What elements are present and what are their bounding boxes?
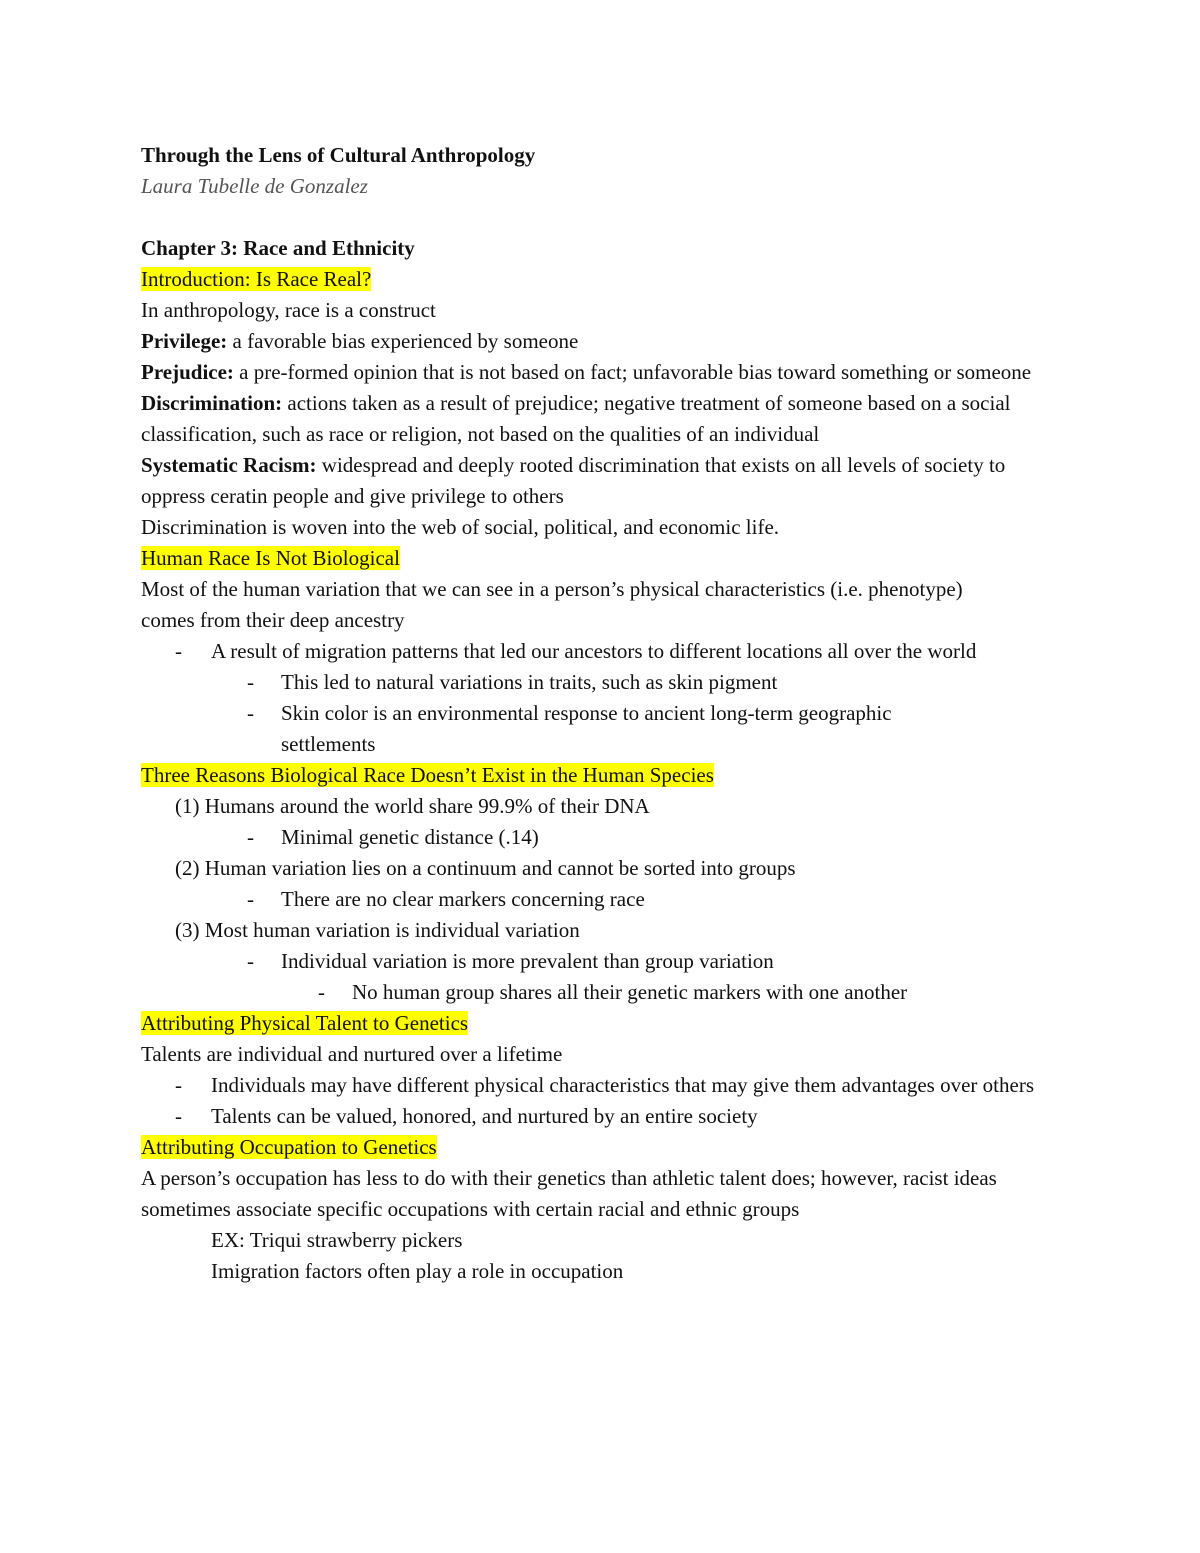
definition-term: Prejudice: <box>141 360 234 384</box>
bullet-item <box>141 636 1011 667</box>
dash-bullet: - <box>247 949 254 973</box>
section-heading: Human Race Is Not Biological <box>141 546 400 570</box>
definition <box>141 357 1071 388</box>
definition-text: actions taken as a result of prejudice; negative treatment of someone based on a social classification, such as race or religion, not based on the qualities of an individual <box>141 391 1011 446</box>
definition <box>141 326 1071 357</box>
section-heading: Attributing Occupation to Genetics <box>141 1135 437 1159</box>
bullet-text: Talents can be valued, honored, and nurtured by an entire society <box>211 1104 758 1128</box>
definition-term: Discrimination: <box>141 391 283 415</box>
dash-bullet: - <box>175 1104 182 1128</box>
definition <box>141 450 1071 512</box>
definition-text: widespread and deeply rooted discrimination that exists on all levels of society to oppress ceratin people and give privilege to others <box>141 453 1006 508</box>
dash-bullet: - <box>247 887 254 911</box>
numbered-item: (3) Most human variation is individual variation <box>175 918 580 942</box>
dash-bullet: - <box>247 670 254 694</box>
dash-bullet: - <box>175 639 182 663</box>
bullet-text: No human group shares all their genetic markers with one another <box>352 980 908 1004</box>
document-content <box>141 233 1071 1287</box>
bullet-text: Individual variation is more prevalent than group variation <box>281 949 774 973</box>
dash-bullet: - <box>175 1073 182 1097</box>
bullet-item <box>141 667 981 698</box>
bullet-item <box>141 884 1071 915</box>
document-author: Laura Tubelle de Gonzalez <box>141 174 368 198</box>
section-heading: Attributing Physical Talent to Genetics <box>141 1011 469 1035</box>
bullet-item <box>141 1101 1071 1132</box>
section-heading: Three Reasons Biological Race Doesn’t Exist in the Human Species <box>141 763 714 787</box>
bullet-text: Individuals may have different physical characteristics that may give them advantages over others <box>211 1073 1034 1097</box>
bullet-item <box>141 698 981 760</box>
section-heading: Introduction: Is Race Real? <box>141 267 372 291</box>
bullet-item <box>141 946 1071 977</box>
paragraph: In anthropology, race is a construct <box>141 298 436 322</box>
note-line: Imigration factors often play a role in occupation <box>211 1259 624 1283</box>
document-title: Through the Lens of Cultural Anthropology <box>141 143 536 167</box>
definition-text: a pre-formed opinion that is not based on fact; unfavorable bias toward something or someone <box>233 360 1032 384</box>
example-line: EX: Triqui strawberry pickers <box>211 1228 463 1252</box>
numbered-item: (1) Humans around the world share 99.9% of their DNA <box>175 794 650 818</box>
definition-text: a favorable bias experienced by someone <box>227 329 579 353</box>
bullet-text: There are no clear markers concerning race <box>281 887 645 911</box>
definition <box>141 388 1071 450</box>
numbered-item: (2) Human variation lies on a continuum and cannot be sorted into groups <box>175 856 796 880</box>
paragraph: Discrimination is woven into the web of social, political, and economic life. <box>141 515 780 539</box>
bullet-text: A result of migration patterns that led our ancestors to different locations all over the world <box>211 639 977 663</box>
dash-bullet: - <box>247 701 254 725</box>
definition-term: Systematic Racism: <box>141 453 317 477</box>
bullet-text: Skin color is an environmental response to ancient long-term geographic settlements <box>281 701 892 756</box>
paragraph: Talents are individual and nurtured over a lifetime <box>141 1042 563 1066</box>
definition-term: Privilege: <box>141 329 228 353</box>
bullet-item <box>141 822 1071 853</box>
dash-bullet: - <box>318 980 325 1004</box>
bullet-item <box>141 1070 1041 1101</box>
bullet-text: This led to natural variations in traits, such as skin pigment <box>281 670 778 694</box>
bullet-item <box>141 977 1071 1008</box>
dash-bullet: - <box>247 825 254 849</box>
paragraph: A person’s occupation has less to do with their genetics than athletic talent does; however, racist ideas sometimes associate specific occupations with certain racial and ethnic groups <box>141 1166 997 1221</box>
bullet-text: Minimal genetic distance (.14) <box>281 825 539 849</box>
paragraph: Most of the human variation that we can see in a person’s physical characteristics (i.e. phenotype) comes from their deep ancestry <box>141 577 963 632</box>
chapter-heading: Chapter 3: Race and Ethnicity <box>141 236 415 260</box>
